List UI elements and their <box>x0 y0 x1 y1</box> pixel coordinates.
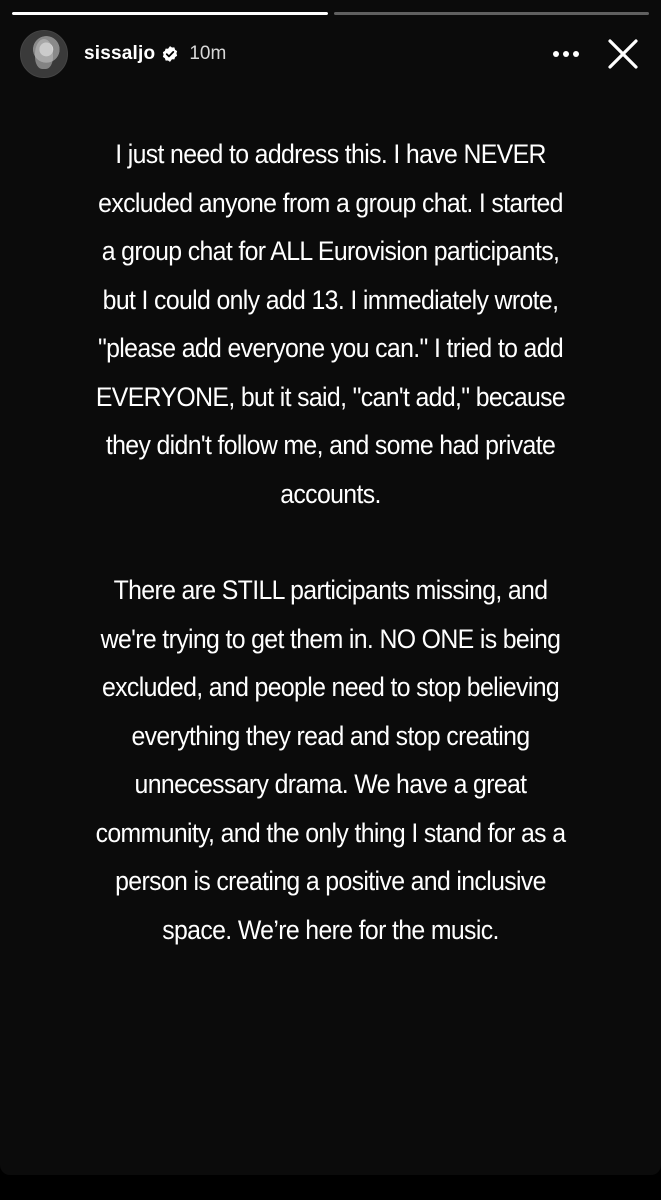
close-icon <box>607 38 639 70</box>
progress-segment-1 <box>12 12 328 15</box>
story-paragraph-1: I just need to address this. I have NEVER excluded anyone from a group chat. I started a group chat for ALL Eurovision participants, but I could only add 13. I immediately wrote, "please add everyone you can." I tried to add EVERYONE, but it said, "can't add," because they didn't follow me, and some had private accounts. <box>95 139 566 509</box>
story-paragraph-2: There are STILL participants missing, and we're trying to get them in. NO ONE is being excluded, and people need to stop believing everything they read and stop creating unnecessary drama. We have a great community, and the only thing I stand for as a person is creating a positive and inclusive space. We’re here for the music. <box>95 575 566 945</box>
user-info[interactable] <box>84 43 226 65</box>
header-actions <box>551 36 641 72</box>
more-horizontal-icon <box>552 50 580 58</box>
profile-avatar[interactable] <box>20 30 68 78</box>
progress-fill <box>12 12 328 15</box>
post-time: 10m <box>189 43 227 64</box>
progress-segment-2 <box>334 12 650 15</box>
story-header <box>20 28 641 80</box>
story-text <box>91 130 570 954</box>
username[interactable]: sissaljo <box>84 43 156 64</box>
story-progress-bar <box>12 12 649 15</box>
verified-badge-icon <box>161 45 179 63</box>
close-button[interactable] <box>605 36 641 72</box>
more-options-button[interactable] <box>551 39 581 69</box>
